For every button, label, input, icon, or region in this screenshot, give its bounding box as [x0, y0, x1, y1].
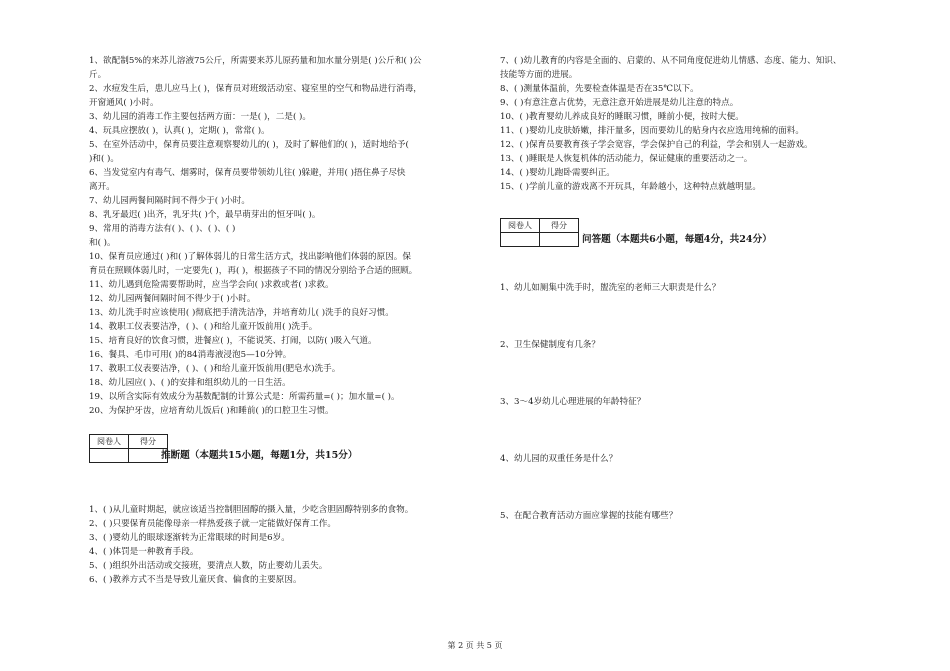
judge-item: 2、( )只要保育员能像母亲一样热爱孩子就一定能做好保育工作。: [89, 519, 336, 529]
reviewer-label: 阅卷人: [501, 219, 540, 233]
fill-question-line: 2、水痘发生后，患儿应马上( )，保育员对班级活动室、寝室里的空气和物品进行消毒，: [89, 84, 422, 94]
reviewer-label: 阅卷人: [90, 435, 129, 449]
score-label: 得分: [540, 219, 579, 233]
fill-question-line: 19、以所含实际有效成分为基数配制的计算公式是：所需药量=( )；加水量=( )。: [89, 392, 400, 402]
fill-question-line: 4、玩具应摆放( )，认真( )，定期( )，常常( )。: [89, 126, 270, 136]
fill-question-line: 5、在室外活动中，保育员要注意观察婴幼儿的( )，及时了解他们的( )，适时地给予(: [89, 140, 409, 150]
fill-in-section: [89, 54, 487, 418]
fill-question-line: 3、幼儿园的消毒工作主要包括两方面：一是( )，二是( )。: [89, 112, 311, 122]
judge-item: 10、( )教育婴幼儿养成良好的睡眠习惯，睡前小便，按时大便。: [500, 112, 744, 122]
fill-question-line: 和( )。: [89, 238, 116, 248]
qa-list: [500, 281, 862, 566]
fill-question-line: 9、常用的消毒方法有( )、( )、( )、( ): [89, 224, 236, 234]
judge-item: 12、( )保育员要教育孩子学会宽容，学会保护自己的利益，学会和别人一起游戏。: [500, 140, 813, 150]
fill-question-line: 12、幼儿园两餐间隔时间不得少于( )小时。: [89, 294, 256, 304]
judge-item: 9、( )有意注意占优势，无意注意开始进展是幼儿注意的特点。: [500, 98, 739, 108]
fill-question-line: 离开。: [89, 182, 115, 192]
judge-list-left: [89, 503, 487, 587]
page-footer: 第 2 页 共 5 页: [447, 641, 503, 650]
judge-item: 1、( )从儿童时期起，就应该适当控制胆固醇的摄入量，少吃含胆固醇特别多的食物。: [89, 505, 414, 515]
fill-question-line: 6、当发觉室内有毒气、烟雾时，保育员要带领幼儿往( )躲避，并用( )捂住鼻子尽快: [89, 168, 406, 178]
judge-item: 4、( )体罚是一种教育手段。: [89, 547, 199, 557]
qa-question: 5、在配合教育活动方面应掌握的技能有哪些？: [500, 511, 678, 521]
qa-question: 3、3～4岁幼儿心理进展的年龄特征？: [500, 397, 646, 407]
judge-item: 7、( )幼儿教育的内容是全面的、启蒙的、从不同角度促进幼儿情感、态度、能力、知识、: [500, 56, 842, 66]
judge-item: 11、( )婴幼儿皮肤娇嫩，排汗量多，因而要幼儿的贴身内衣应选用纯棉的面料。: [500, 126, 804, 136]
fill-question-line: 20、为保护牙齿，应培育幼儿饭后( )和睡前( )的口腔卫生习惯。: [89, 406, 334, 416]
qa-question: 1、幼儿如厕集中洗手时，盥洗室的老师三大职责是什么？: [500, 283, 721, 293]
judge-section-title: 推断题（本题共15小题，每题1分，共15分）: [161, 450, 358, 461]
fill-question-line: 8、乳牙最迟( )出齐，乳牙共( )个，最早萌芽出的恒牙叫( )。: [89, 210, 321, 220]
reviewer-cell[interactable]: [501, 233, 540, 247]
fill-question-line: 14、教职工仪表要洁净，( )、( )和给儿童开饭前用( )洗手。: [89, 322, 318, 332]
fill-question-line: 11、幼儿遇到危险需要帮助时，应当学会向( )求救或者( )求救。: [89, 280, 334, 290]
fill-question-line: 15、培育良好的饮食习惯，进餐应( )，不能说笑、打闹，以防( )吸入气道。: [89, 336, 377, 346]
right-column: [500, 54, 862, 566]
fill-question-line: 16、餐具、毛巾可用( )的84消毒液浸泡5—10分钟。: [89, 350, 292, 360]
fill-question-line: 斤。: [89, 70, 107, 80]
fill-question-line: 18、幼儿园应( )、( )的安排和组织幼儿的一日生活。: [89, 378, 291, 388]
judge-item: 6、( )教养方式不当是导致儿童厌食、偏食的主要原因。: [89, 575, 302, 585]
left-column: [89, 54, 487, 587]
qa-question: 2、卫生保健制度有几条？: [500, 340, 600, 350]
fill-question-line: 17、教职工仪表要洁净，( )、( )和给儿童开饭前用(肥皂水)洗手。: [89, 364, 341, 374]
judge-item: 8、( )测量体温前，先要检查体温是否在35℃以下。: [500, 84, 699, 94]
fill-question-line: )和( )。: [89, 154, 119, 164]
qa-section-title: 问答题（本题共6小题，每题4分，共24分）: [582, 234, 772, 245]
score-label: 得分: [129, 435, 168, 449]
judge-item: 5、( )组织外出活动或交接班，要清点人数，防止婴幼儿丢失。: [89, 561, 328, 571]
fill-question-line: 10、保育员应通过( )和( )了解体弱儿的日常生活方式，找出影响他们体弱的原因。保: [89, 252, 411, 262]
judge-item: 3、( )婴幼儿的眼球逐渐转为正常眼球的时间是6岁。: [89, 533, 290, 543]
judge-item: 14、( )婴幼儿跑卧需要纠正。: [500, 168, 615, 178]
fill-question-line: 1、欲配制5%的来苏儿溶液75公斤，所需要来苏儿原药量和加水量分别是( )公斤和( )公: [89, 56, 422, 66]
judge-item: 13、( )睡眠是人恢复机体的活动能力，保证健康的重要活动之一。: [500, 154, 753, 164]
reviewer-cell[interactable]: [90, 449, 129, 463]
judge-list-right: [500, 54, 862, 194]
fill-question-line: 育员在照顾体弱儿时，一定要先( )，再( )，根据孩子不同的情况分别给予合适的照顾。: [89, 266, 418, 276]
qa-question: 4、幼儿园的双重任务是什么？: [500, 454, 618, 464]
score-table: [500, 218, 579, 247]
judge-item: 技能等方面的进展。: [500, 70, 578, 80]
fill-question-line: 开窗通风( )小时。: [89, 98, 159, 108]
judge-item: 15、( )学前儿童的游戏离不开玩具，年龄越小，这种特点就越明显。: [500, 182, 761, 192]
fill-question-line: 13、幼儿洗手时应该使用( )彻底把手清洗洁净，并培育幼儿( )洗手的良好习惯。: [89, 308, 394, 318]
fill-question-line: 7、幼儿园两餐间隔时间不得少于( )小时。: [89, 196, 250, 206]
